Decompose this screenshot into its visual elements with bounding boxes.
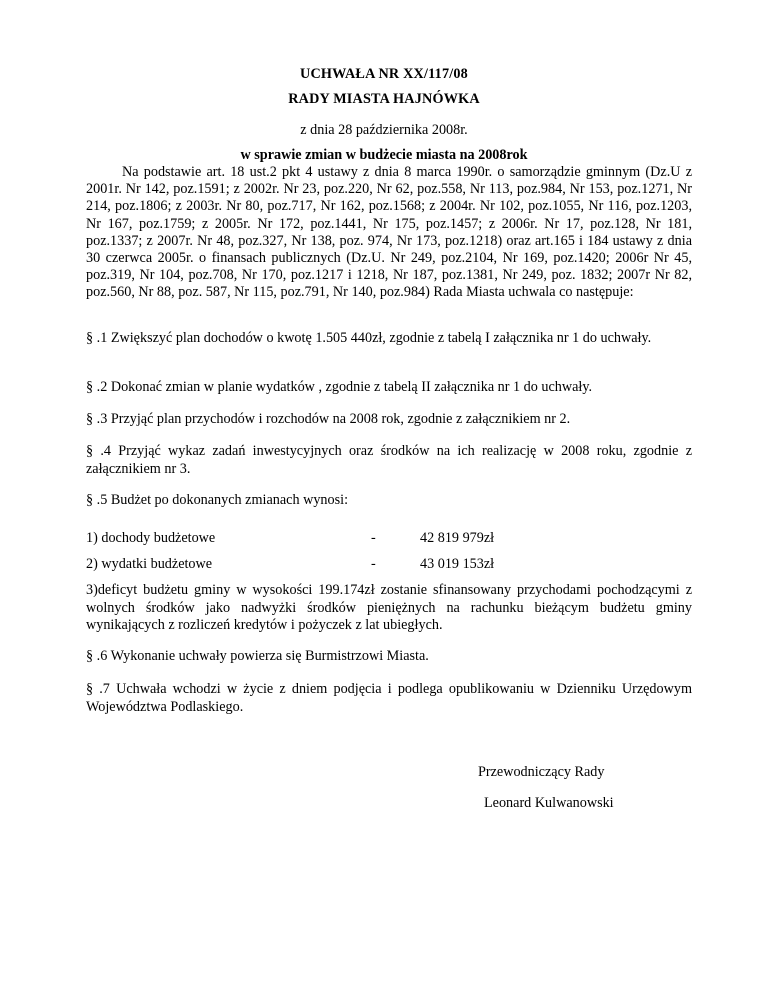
budget-item-dash: - <box>371 530 376 546</box>
signature-name: Leonard Kulwanowski <box>484 795 614 811</box>
budget-expenses-row <box>86 556 692 574</box>
section-3: § .3 Przyjąć plan przychodów i rozchodów na 2008 rok, zgodnie z załącznikiem nr 2. <box>86 411 571 427</box>
section-7: § .7 Uchwała wchodzi w życie z dniem podjęcia i podlega opublikowaniu w Dzienniku Urzędowym Województwa Podlaskiego. <box>86 681 692 715</box>
budget-item-label: 1) dochody budżetowe <box>86 530 216 546</box>
section-2: § .2 Dokonać zmian w planie wydatków , zgodnie z tabelą II załącznika nr 1 do uchwały. <box>86 379 593 395</box>
section-5: § .5 Budżet po dokonanych zmianach wynosi: <box>86 492 349 508</box>
section-6: § .6 Wykonanie uchwały powierza się Burmistrzowi Miasta. <box>86 648 429 664</box>
budget-item-dash: - <box>371 556 376 572</box>
resolution-number: UCHWAŁA NR XX/117/08 <box>300 66 468 82</box>
budget-item-amount: 42 819 979zł <box>420 530 495 546</box>
council-name: RADY MIASTA HAJNÓWKA <box>288 91 480 107</box>
budget-revenue-row <box>86 530 692 548</box>
legal-basis-preamble: Na podstawie art. 18 ust.2 pkt 4 ustawy z dnia 8 marca 1990r. o samorządzie gminnym (Dz.U z 2001r. Nr 142, poz.1591; z 2002r. Nr 23, poz.220, Nr 62, poz.558, Nr 113, poz.984, Nr 153, poz.1271, Nr 214, poz.1806; z 2003r. Nr 80, poz.717, Nr 162, poz.1568; z 2004r. Nr 102, poz.1055, Nr 116, poz.1203, Nr 167, poz.1759; z 2005r. Nr 172, poz.1441, Nr 175, poz.1457; z 2006r. Nr 17, poz.128, Nr 181, poz.1337; z 2007r. Nr 48, poz.327, Nr 138, poz. 974, Nr 173, poz.1218) oraz art.165 i 184 ustawy z dnia 30 czerwca 2005r. o finansach publicznych (Dz.U. Nr 249, poz.2104, Nr 169, poz.1420; 2006r Nr 45, poz.319, Nr 104, poz.708, Nr 170, poz.1217 i 1218, Nr 187, poz.1381, Nr 249, poz. 1832; 2007r Nr 82, poz.560, Nr 88, poz. 587, Nr 115, poz.791, Nr 140, poz.984) Rada Miasta uchwala co następuje: <box>86 164 692 301</box>
section-1: § .1 Zwiększyć plan dochodów o kwotę 1.505 440zł, zgodnie z tabelą I załącznika nr 1 do uchwały. <box>86 330 652 346</box>
budget-item-label: 2) wydatki budżetowe <box>86 556 213 572</box>
budget-deficit-paragraph: 3)deficyt budżetu gminy w wysokości 199.174zł zostanie sfinansowany przychodami pochodzącymi z wolnych środków jako nadwyżki środków pieniężnych na rachunku bieżącym budżetu gminy wynikających z rozliczeń kredytów i pożyczek z lat ubiegłych. <box>86 582 692 633</box>
resolution-subject: w sprawie zmian w budżecie miasta na 2008rok <box>240 147 528 163</box>
budget-item-amount: 43 019 153zł <box>420 556 495 572</box>
signature-title: Przewodniczący Rady <box>478 764 605 780</box>
section-4: § .4 Przyjąć wykaz zadań inwestycyjnych oraz środków na ich realizację w 2008 roku, zgodnie z załącznikiem nr 3. <box>86 443 692 477</box>
resolution-date: z dnia 28 października 2008r. <box>300 122 468 138</box>
